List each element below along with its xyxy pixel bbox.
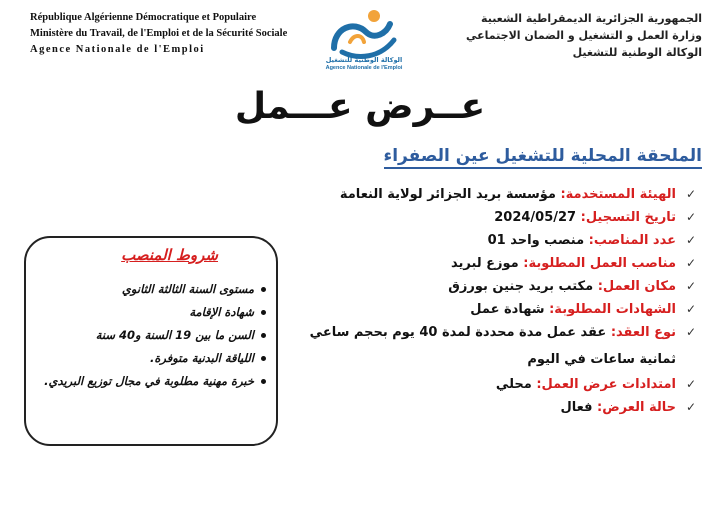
detail-value: شهادة عمل (470, 302, 550, 317)
header-french (30, 10, 330, 58)
condition-item: مستوى السنة الثالثة الثانوي (30, 278, 266, 301)
detail-required-positions (298, 252, 698, 275)
logo-caption-arabic: الوكالة الوطنية للتشغيل (325, 56, 403, 64)
detail-label: مكان العمل: (597, 279, 676, 294)
condition-item: خبرة مهنية مطلوبة في مجال توزيع البريدي. (30, 370, 266, 393)
detail-offer-status (298, 396, 698, 419)
header-fr-republic: République Algérienne Démocratique et Populaire (30, 12, 257, 23)
header-ar-republic: الجمهورية الجزائرية الديمقراطية الشعبية (481, 12, 702, 25)
detail-value: مكتب بريد جنين بورزق (448, 279, 598, 294)
checkmark-icon: ✓ (685, 210, 696, 224)
logo-caption-french: Agence Nationale de l'Emploi (325, 65, 403, 71)
checkmark-icon: ✓ (685, 233, 696, 247)
header-ar-agency: الوكالة الوطنية للتشغيل (572, 46, 702, 59)
detail-value: موزع لبريد (450, 256, 524, 271)
detail-employer (298, 183, 698, 206)
detail-value: منصب واحد 01 (487, 233, 589, 248)
header-ar-ministry: وزارة العمل و التشغيل و الضمان الاجتماعي (466, 29, 702, 42)
detail-value: مؤسسة بريد الجزائر لولاية النعامة (339, 187, 561, 202)
header-fr-ministry: Ministère du Travail, de l'Emploi et de la Sécurité Sociale (30, 28, 288, 39)
checkmark-icon: ✓ (685, 302, 696, 316)
page-title: عــرض عـــمل (234, 86, 486, 127)
detail-label: الهيئة المستخدمة: (560, 187, 676, 202)
detail-value: 2024/05/27 (494, 210, 581, 225)
header-arabic (412, 10, 702, 61)
condition-item: اللياقة البدنية متوفرة. (30, 347, 266, 370)
detail-offer-extent (298, 373, 698, 396)
condition-item: السن ما بين 19 السنة و40 سنة (30, 324, 266, 347)
detail-registration-date (298, 206, 698, 229)
detail-value: فعال (560, 400, 597, 415)
offer-details-list (298, 183, 698, 419)
detail-positions-count (298, 229, 698, 252)
detail-required-certificates (298, 298, 698, 321)
detail-label: تاريخ التسجيل: (580, 210, 676, 225)
checkmark-icon: ✓ (685, 256, 696, 270)
condition-item: شهادة الإقامة (30, 301, 266, 324)
detail-work-location (298, 275, 698, 298)
detail-label: مناصب العمل المطلوبة: (523, 256, 676, 271)
detail-label: الشهادات المطلوبة: (549, 302, 676, 317)
detail-value: عقد عمل مدة محددة لمدة 40 يوم بحجم ساعي (309, 325, 611, 340)
checkmark-icon: ✓ (685, 279, 696, 293)
agency-subtitle: الملحقة المحلية للتشغيل عين الصفراء (384, 146, 702, 169)
checkmark-icon: ✓ (685, 377, 696, 391)
conditions-box (24, 236, 278, 446)
detail-label: عدد المناصب: (588, 233, 676, 248)
checkmark-icon: ✓ (685, 187, 696, 201)
detail-label: حالة العرض: (597, 400, 676, 415)
detail-value: محلي (495, 377, 537, 392)
checkmark-icon: ✓ (685, 400, 696, 414)
detail-contract-type (298, 321, 698, 371)
checkmark-icon: ✓ (685, 325, 696, 339)
header-fr-agency: Agence Nationale de l'Emploi (30, 44, 205, 55)
detail-label: نوع العقد: (610, 325, 676, 340)
conditions-title: شروط المنصب (121, 246, 218, 264)
detail-value-continuation: ثمانية ساعات في اليوم (527, 352, 676, 367)
conditions-list (30, 278, 266, 393)
detail-label: امتدادات عرض العمل: (536, 377, 676, 392)
